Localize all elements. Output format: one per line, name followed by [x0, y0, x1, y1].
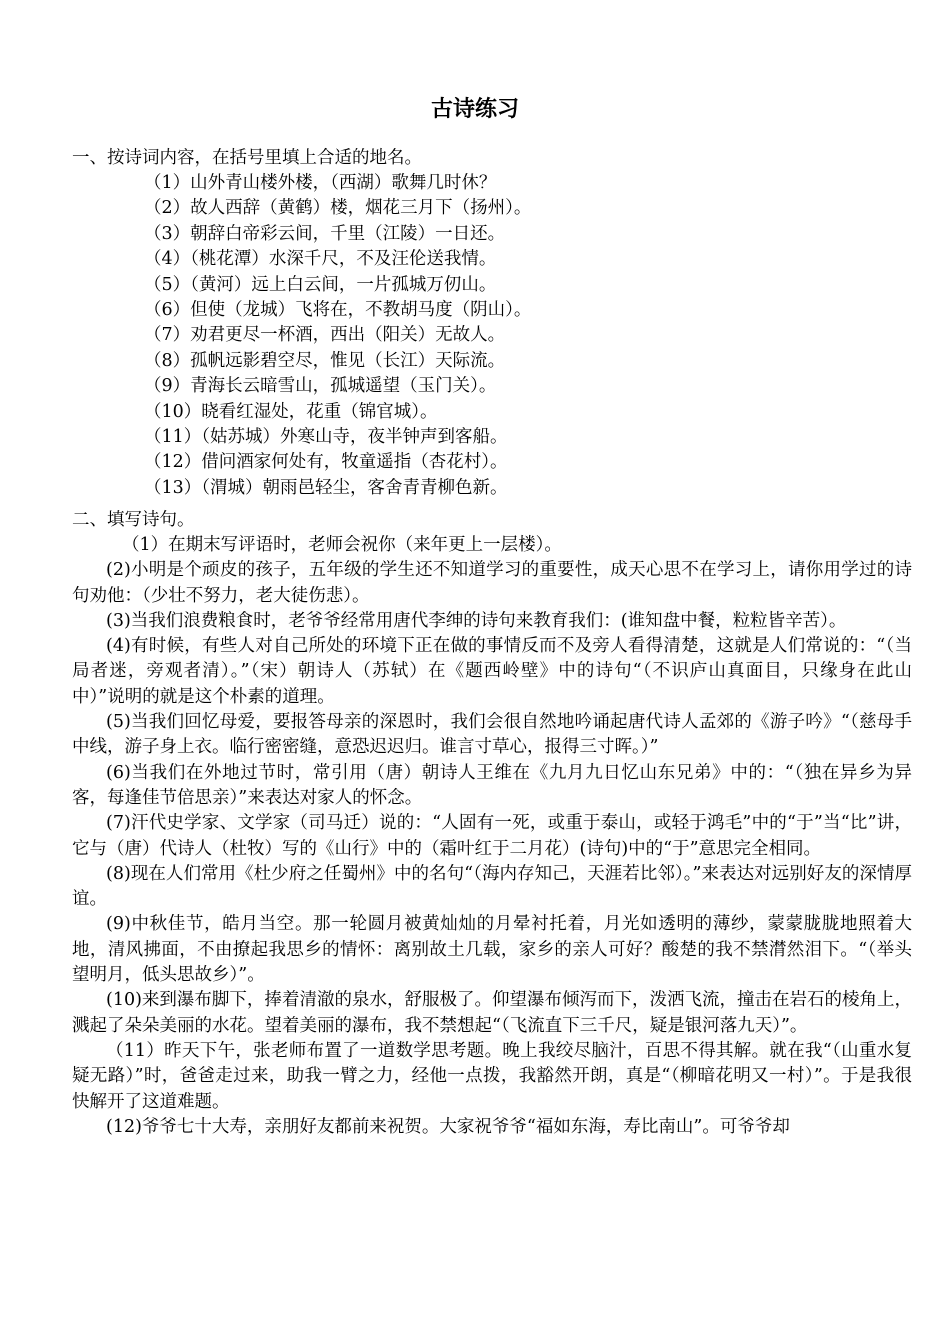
question-item: （8）孤帆远影碧空尽，惟见（长江）天际流。 — [144, 350, 506, 371]
question-paragraph: (3)当我们浪费粮食时，老爷爷经常用唐代李绅的诗句来教育我们：(谁知盘中餐，粒粒皆辛苦）。 — [106, 610, 847, 631]
question-item: （7）劝君更尽一杯酒，西出（阳关）无故人。 — [144, 325, 506, 346]
question-paragraph: （11）昨天下午，张老师布置了一道数学思考题。晚上我绞尽脑汁，百思不得其解。就在我“（山重水复疑无路）”时，爸爸走过来，助我一臂之力，经他一点拨，我豁然开朗，真是“（柳暗花明又一村）”。于是我很快解开了这道难题。 — [72, 1040, 912, 1112]
question-paragraph: （1）在期末写评语时，老师会祝你（来年更上一层楼）。 — [122, 535, 562, 555]
document-title: 古诗练习 — [430, 97, 519, 122]
question-paragraph: (6)当我们在外地过节时，常引用（唐）朝诗人王维在《九月九日忆山东兄弟》中的：“（独在异乡为异客，每逢佳节倍思亲）”来表达对家人的怀念。 — [72, 762, 912, 808]
question-item: （5）（黄河）远上白云间，一片孤城万仞山。 — [144, 274, 497, 295]
question-paragraph: (10)来到瀑布脚下，捧着清澈的泉水，舒服极了。仰望瀑布倾泻而下，泼洒飞流，撞击在岩石的棱角上，溅起了朵朵美丽的水花。望着美丽的瀑布，我不禁想起“（飞流直下三千尺，疑是银河落九天）”。 — [72, 990, 912, 1036]
question-item: （2）故人西辞（黄鹤）楼，烟花三月下（扬州）。 — [144, 198, 532, 219]
question-item: （6）但使（龙城）飞将在，不教胡马度（阴山）。 — [144, 299, 532, 320]
question-paragraph: (8)现在人们常用《杜少府之任蜀州》中的名句“（海内存知己，天涯若比邻）。”来表达对远别好友的深情厚谊。 — [72, 863, 912, 910]
section-heading: 二、填写诗句。 — [72, 510, 195, 530]
question-paragraph: (4)有时候，有些人对自己所处的环境下正在做的事情反而不及旁人看得清楚，这就是人们常说的：“（当局者迷，旁观者清）。”（宋）朝诗人（苏轼）在《题西岭壁》中的诗句“（不识庐山真面目，只缘身在此山中）”说明的就是这个朴素的道理。 — [72, 636, 912, 707]
question-paragraph: (12)爷爷七十大寿，亲朋好友都前来祝贺。大家祝爷爷“福如东海，寿比南山”。可爷爷却 — [106, 1116, 790, 1137]
question-item: （1）山外青山楼外楼，（西湖）歌舞几时休？ — [144, 173, 497, 193]
section-heading: 一、按诗词内容，在括号里填上合适的地名。 — [72, 148, 422, 168]
question-paragraph: (5)当我们回忆母爱，要报答母亲的深恩时，我们会很自然地吟诵起唐代诗人孟郊的《游子吟》“（慈母手中线，游子身上衣。临行密密缝，意恐迟迟归。谁言寸草心，报得三寸晖。）” — [72, 712, 912, 758]
question-item: （9）青海长云暗雪山，孤城遥望（玉门关）。 — [144, 376, 497, 397]
question-item: （4）（桃花潭）水深千尺，不及汪伦送我情。 — [144, 249, 497, 270]
question-paragraph: (7)汗代史学家、文学家（司马迁）说的：“人固有一死，或重于泰山，或轻于鸿毛”中的“于”当“比”讲，它与（唐）代诗人（杜牧）写的《山行》中的（霜叶红于二月花）(诗句)中的“于”意思完全相同。 — [72, 813, 912, 859]
question-item: （13）（渭城）朝雨邑轻尘，客舍青青柳色新。 — [144, 477, 508, 498]
question-item: （3）朝辞白帝彩云间，千里（江陵）一日还。 — [144, 223, 506, 244]
question-item: （11）（姑苏城）外寒山寺，夜半钟声到客船。 — [144, 426, 508, 447]
section-fill-verses — [72, 508, 912, 1140]
question-paragraph: (9)中秋佳节，皓月当空。那一轮圆月被黄灿灿的月晕衬托着，月光如透明的薄纱，蒙蒙胧胧地照着大地，清风拂面，不由撩起我思乡的情怀：离别故土几载，家乡的亲人可好？酸楚的我不禁潸然泪下。“（举头望明月，低头思故乡）”。 — [72, 914, 912, 986]
section-place-names — [72, 146, 912, 501]
question-item: （12）借问酒家何处有，牧童遥指（杏花村）。 — [144, 452, 508, 473]
question-paragraph: (2)小明是个顽皮的孩子，五年级的学生还不知道学习的重要性，成天心思不在学习上，请你用学过的诗句劝他：（少壮不努力，老大徒伤悲）。 — [72, 560, 912, 606]
question-item: （10）晓看红湿处，花重（锦官城）。 — [144, 401, 438, 422]
